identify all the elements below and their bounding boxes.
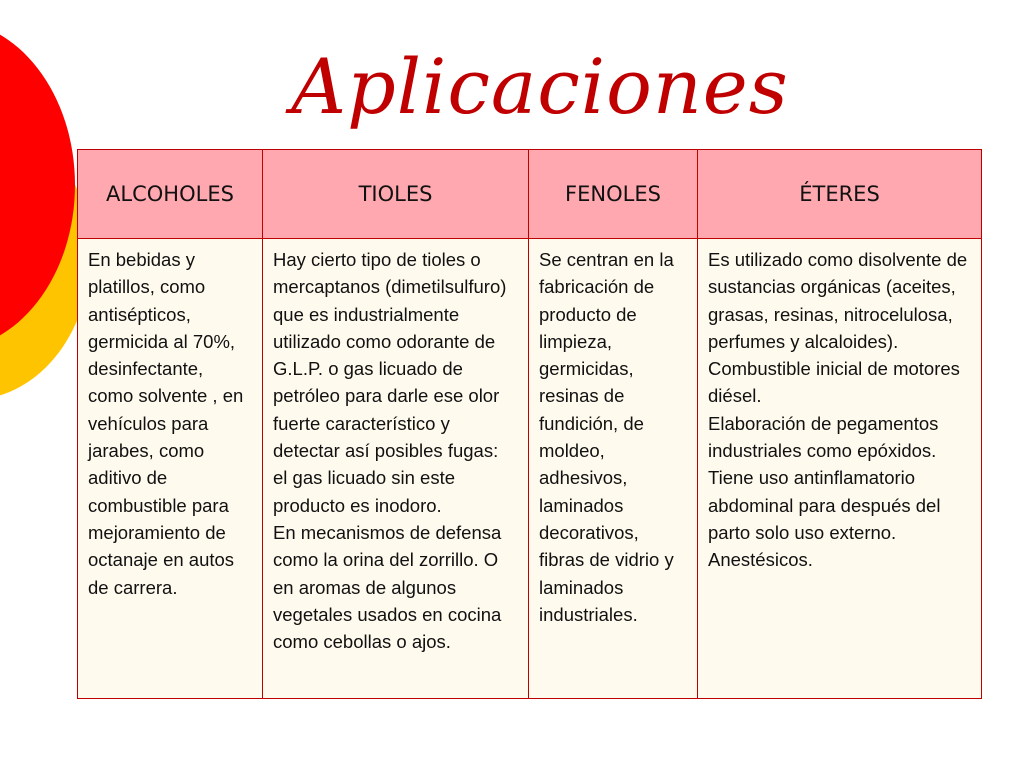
applications-table [77, 149, 982, 699]
table-header-row [78, 150, 982, 239]
slide-title: Aplicaciones [291, 42, 789, 131]
cell-tioles: Hay cierto tipo de tioles o mercaptanos (dimetilsulfuro) que es industrialmente utilizado como odorante de G.L.P. o gas licuado de petróleo para darle ese olor fuerte característico y detectar así posibles fugas: el gas licuado sin este producto es inodoro. En mecanismos de defensa como la orina del zorrillo. O en aromas de algunos vegetales usados en cocina como cebollas o ajos. [263, 239, 529, 699]
header-fenoles: FENOLES [529, 150, 698, 239]
cell-eteres: Es utilizado como disolvente de sustancias orgánicas (aceites, grasas, resinas, nitrocelulosa, perfumes y alcaloides). Combustible inicial de motores diésel. Elaboración de pegamentos industriales como epóxidos. Tiene uso antinflamatorio abdominal para después del parto solo uso externo. Anestésicos. [698, 239, 982, 699]
table-row [78, 239, 982, 699]
cell-fenoles: Se centran en la fabricación de producto de limpieza, germicidas, resinas de fundición, de moldeo, adhesivos, laminados decorativos, fibras de vidrio y laminados industriales. [529, 239, 698, 699]
header-alcoholes: ALCOHOLES [78, 150, 263, 239]
header-tioles: TIOLES [263, 150, 529, 239]
header-eteres: ÉTERES [698, 150, 982, 239]
cell-alcoholes: En bebidas y platillos, como antisépticos, germicida al 70%, desinfectante, como solvente , en vehículos para jarabes, como aditivo de combustible para mejoramiento de octanaje en autos de carrera. [78, 239, 263, 699]
